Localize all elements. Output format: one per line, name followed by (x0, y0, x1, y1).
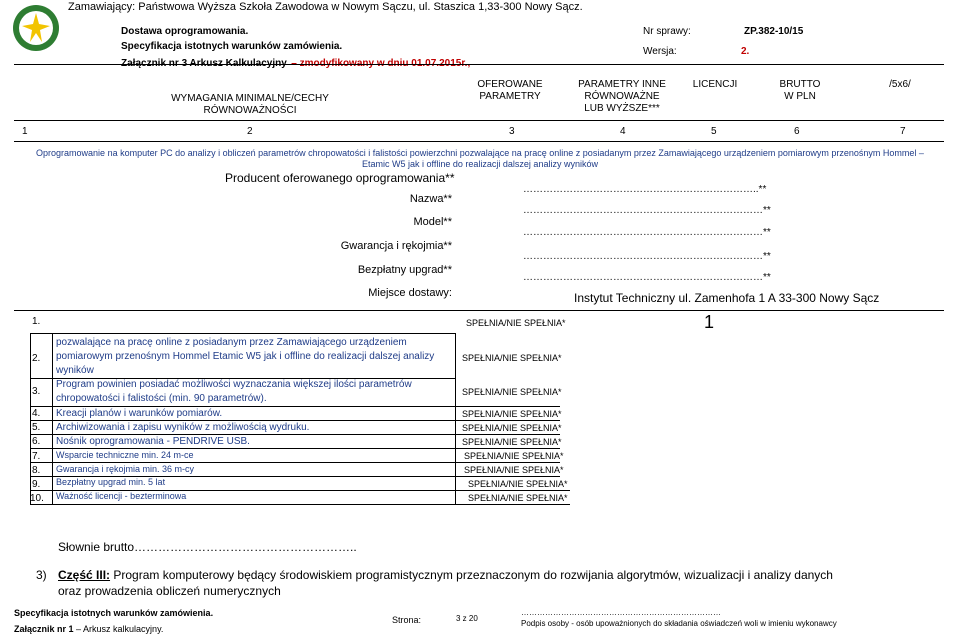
req-number: 1. (32, 316, 41, 327)
school-logo-icon (12, 4, 60, 52)
contracting-authority: Zamawiający: Państwowa Wyższa Szkoła Zawodowa w Nowym Sączu, ul. Staszica 1,33-300 Nowy Sącz. (68, 1, 583, 13)
req-text: Archiwizowania i zapisu wyników z możliwością wydruku. (56, 422, 310, 433)
req-status: SPEŁNIA/NIE SPEŁNIA* (462, 387, 562, 397)
product-description-line1: Oprogramowanie na komputer PC do analizy i obliczeń parametrów chropowatości i falistości powierzchni pozwalające na pracę online z posiadanym przez Zamawiającego urządzeniem pomiarowym przenośnym Hommel – (36, 148, 924, 158)
req-status: SPEŁNIA/NIE SPEŁNIA* (468, 493, 568, 503)
req-number: 8. (32, 465, 41, 476)
req-top-rule (14, 310, 944, 311)
col-licenses: LICENCJI (692, 79, 738, 90)
req-rule (30, 420, 560, 421)
req-number: 9. (32, 479, 41, 490)
case-label: Nr sprawy: (643, 26, 691, 37)
section3-head: Część III: (58, 568, 111, 582)
req-text-line: wyników (56, 365, 94, 376)
section3-text: Program komputerowy będący środowiskiem programistycznym przeznaczonym do rozwijania algorytmów, wizualizacji i analizy danych (110, 568, 833, 582)
col-other-params: PARAMETRY INNE RÓWNOWAŻNE LUB WYŻSZE*** (578, 79, 666, 114)
req-number: 7. (32, 451, 41, 462)
col-number: 5 (711, 126, 717, 137)
field-upgrade-dots: ………………………………………………………………** (523, 272, 771, 283)
col-number: 2 (247, 126, 253, 137)
req-number: 5. (32, 422, 41, 433)
req-text: Nośnik oprogramowania - PENDRIVE USB. (56, 436, 250, 447)
req-number: 3. (32, 386, 41, 397)
req-number: 2. (32, 353, 41, 364)
page-label: Strona: (392, 615, 422, 625)
spec-title: Specyfikacja istotnych warunków zamówienia. (121, 41, 343, 52)
section3-line1 (58, 568, 833, 582)
req-status: SPEŁNIA/NIE SPEŁNIA* (468, 479, 568, 489)
req-status: SPEŁNIA/NIE SPEŁNIA* (466, 318, 566, 328)
version-value: 2. (741, 46, 750, 57)
footer-spec: Specyfikacja istotnych warunków zamówienia. (14, 608, 214, 618)
req-rule (30, 448, 560, 449)
header-rule (14, 64, 944, 65)
field-model-dots: ………………………………………………………………** (523, 227, 771, 238)
footer-attachment: Załącznik nr 1 – Arkusz kalkulacyjny. (14, 624, 164, 634)
field-name-label: Nazwa** (409, 193, 452, 205)
req-status: SPEŁNIA/NIE SPEŁNIA* (462, 409, 562, 419)
req-text: Ważność licencji - bezterminowa (56, 491, 187, 501)
product-description-line2: Etamic W5 jak i offline do realizacji dalszej analizy wyników (362, 159, 598, 169)
field-model-label: Model** (413, 216, 452, 228)
req-rule (30, 333, 455, 334)
col-5x6: /5x6/ (889, 79, 911, 90)
req-vline (455, 333, 456, 504)
field-warranty-label: Gwarancja i rękojmia** (340, 240, 452, 252)
req-rule (30, 504, 570, 505)
field-delivery-label: Miejsce dostawy: (368, 287, 452, 299)
req-rule (30, 434, 560, 435)
req-status: SPEŁNIA/NIE SPEŁNIA* (462, 353, 562, 363)
page-number: 3 z 20 (456, 614, 478, 623)
req-text: Kreacji planów i warunków pomiarów. (56, 408, 223, 419)
col-number: 4 (620, 126, 626, 137)
req-text-line: chropowatości i falistości (min. 90 parametrów). (56, 393, 267, 404)
table-head-rule (14, 120, 944, 121)
delivery-place: Instytut Techniczny ul. Zamenhofa 1 A 33-300 Nowy Sącz (574, 291, 880, 305)
col-number: 6 (794, 126, 800, 137)
field-name-dots: ………………………………………………………………** (523, 205, 771, 216)
req-number: 6. (32, 436, 41, 447)
req-text-line: pomiarowym przenośnym Hommel Etamic W5 jak i offline do realizacji dalszej analizy (56, 351, 435, 362)
req-status: SPEŁNIA/NIE SPEŁNIA* (464, 451, 564, 461)
col-requirements: WYMAGANIA MINIMALNE/CECHY RÓWNOWAŻNOŚCI (171, 93, 329, 116)
req-rule (30, 462, 560, 463)
attachment-prefix: Załącznik nr 3 Arkusz Kalkulacyjny (121, 58, 287, 69)
req-status: SPEŁNIA/NIE SPEŁNIA* (462, 437, 562, 447)
req-quantity: 1 (704, 312, 715, 332)
req-vline (52, 333, 53, 504)
field-upgrade-label: Bezpłatny upgrad** (357, 264, 452, 276)
req-text: Gwarancja i rękojmia min. 36 m-cy (56, 464, 195, 474)
req-text: Wsparcie techniczne min. 24 m-ce (56, 450, 194, 460)
signature-dots: ………………………………………………………………… (521, 608, 721, 617)
col-number: 1 (22, 126, 28, 137)
req-vline (30, 333, 31, 504)
req-number: 10. (30, 493, 44, 504)
version-label: Wersja: (643, 46, 677, 57)
signature-caption: Podpis osoby - osób upoważnionych do składania oświadczeń woli w imieniu wykonawcy (521, 619, 837, 628)
req-text-line: pozwalające na pracę online z posiadanym przez Zamawiającego urządzeniem (56, 337, 407, 348)
attachment-modified: – zmodyfikowany w dniu 01.07.2015r., (291, 58, 471, 69)
producer-dots: ……………………………………………………………..** (523, 184, 767, 195)
section-number: 3) (36, 568, 47, 582)
req-rule (30, 406, 560, 407)
col-number: 7 (900, 126, 906, 137)
section3-line2: oraz prowadzenia obliczeń numerycznych (58, 584, 281, 598)
req-text: Bezpłatny upgrad min. 5 lat (56, 477, 166, 487)
req-text-line: Program powinien posiadać możliwości wyznaczania większej ilości parametrów (56, 379, 412, 390)
req-status: SPEŁNIA/NIE SPEŁNIA* (462, 423, 562, 433)
delivery-title: Dostawa oprogramowania. (121, 26, 249, 37)
req-number: 4. (32, 408, 41, 419)
amount-in-words: Słownie brutto……………………………………………….. (58, 540, 357, 554)
case-value: ZP.382-10/15 (744, 26, 804, 37)
attachment-line (121, 53, 470, 71)
field-warranty-dots: ………………………………………………………………** (523, 251, 771, 262)
producer-label: Producent oferowanego oprogramowania** (225, 171, 455, 185)
col-gross: BRUTTO W PLN (779, 79, 821, 102)
col-number-rule (14, 141, 944, 142)
req-status: SPEŁNIA/NIE SPEŁNIA* (464, 465, 564, 475)
col-offered-params: OFEROWANE PARAMETRY (477, 79, 543, 102)
col-number: 3 (509, 126, 515, 137)
